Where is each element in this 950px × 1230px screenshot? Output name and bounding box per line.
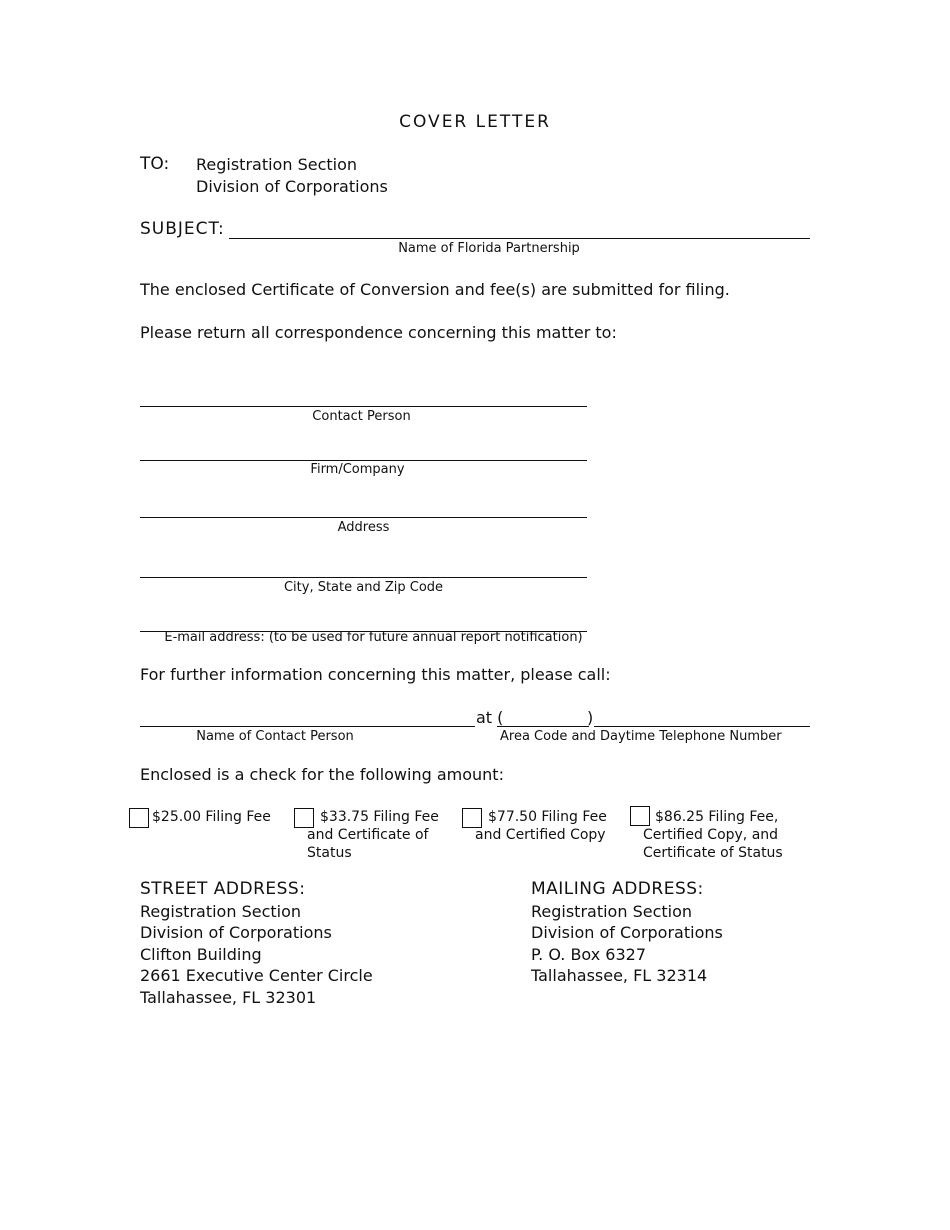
mailing-address-line: P. O. Box 6327 [531, 944, 646, 964]
at-label: at ( [476, 708, 504, 727]
mailing-address-heading: MAILING ADDRESS: [531, 879, 704, 899]
address-field[interactable] [140, 517, 587, 518]
phone-caption: Area Code and Daytime Telephone Number [500, 729, 782, 744]
firm-company-field[interactable] [140, 460, 587, 461]
firm-company-caption: Firm/Company [310, 462, 405, 477]
phone-number-field[interactable] [594, 726, 810, 727]
fee-77-checkbox[interactable] [462, 808, 482, 828]
subject-field[interactable] [229, 238, 810, 239]
subject-label: SUBJECT: [140, 219, 225, 239]
email-caption: E-mail address: (to be used for future annual report notification) [164, 630, 583, 645]
to-label: TO: [140, 154, 170, 174]
contact-person-caption: Contact Person [312, 409, 411, 424]
mailing-address-line: Tallahassee, FL 32314 [531, 966, 708, 985]
fee-33-checkbox[interactable] [294, 808, 314, 828]
street-address-heading: STREET ADDRESS: [140, 879, 306, 899]
subject-caption: Name of Florida Partnership [398, 241, 580, 256]
street-address-block [140, 879, 373, 1008]
page-title: COVER LETTER [399, 112, 551, 132]
fee-77-label: $77.50 Filing Fee [488, 809, 607, 825]
enclosed-text: The enclosed Certificate of Conversion and fee(s) are submitted for filing. [140, 280, 730, 299]
fee-25-label: $25.00 Filing Fee [152, 809, 271, 825]
close-paren: ) [587, 708, 594, 727]
city-state-zip-field[interactable] [140, 577, 587, 578]
address-caption: Address [337, 520, 390, 535]
street-address-line: Tallahassee, FL 32301 [140, 987, 317, 1007]
contact-person-field[interactable] [140, 406, 587, 407]
fee-86-label-detail: Certified Copy, and Certificate of Status [643, 827, 783, 861]
fee-33-label-detail: and Certificate of Status [307, 827, 429, 861]
area-code-field[interactable] [497, 726, 589, 727]
fee-86-label: $86.25 Filing Fee, [655, 809, 779, 825]
contact-name-field[interactable] [140, 726, 475, 727]
mailing-address-line: Registration Section [531, 901, 693, 921]
mailing-address-block [531, 879, 723, 987]
to-line-1: Registration Section [196, 155, 358, 174]
fee-77-label-detail: and Certified Copy [475, 827, 606, 843]
street-address-line: Clifton Building [140, 944, 262, 964]
contact-name-caption: Name of Contact Person [196, 729, 354, 744]
to-line-2: Division of Corporations [196, 177, 388, 196]
mailing-address-line: Division of Corporations [531, 923, 723, 942]
further-info-text: For further information concerning this matter, please call: [140, 665, 611, 684]
street-address-line: Division of Corporations [140, 923, 332, 942]
fee-33-label: $33.75 Filing Fee [320, 809, 439, 825]
street-address-line: 2661 Executive Center Circle [140, 966, 373, 985]
check-text: Enclosed is a check for the following amount: [140, 765, 504, 784]
street-address-line: Registration Section [140, 901, 302, 921]
city-state-zip-caption: City, State and Zip Code [283, 580, 444, 595]
return-text: Please return all correspondence concerning this matter to: [140, 323, 617, 342]
fee-86-checkbox[interactable] [630, 806, 650, 826]
fee-25-checkbox[interactable] [129, 808, 149, 828]
